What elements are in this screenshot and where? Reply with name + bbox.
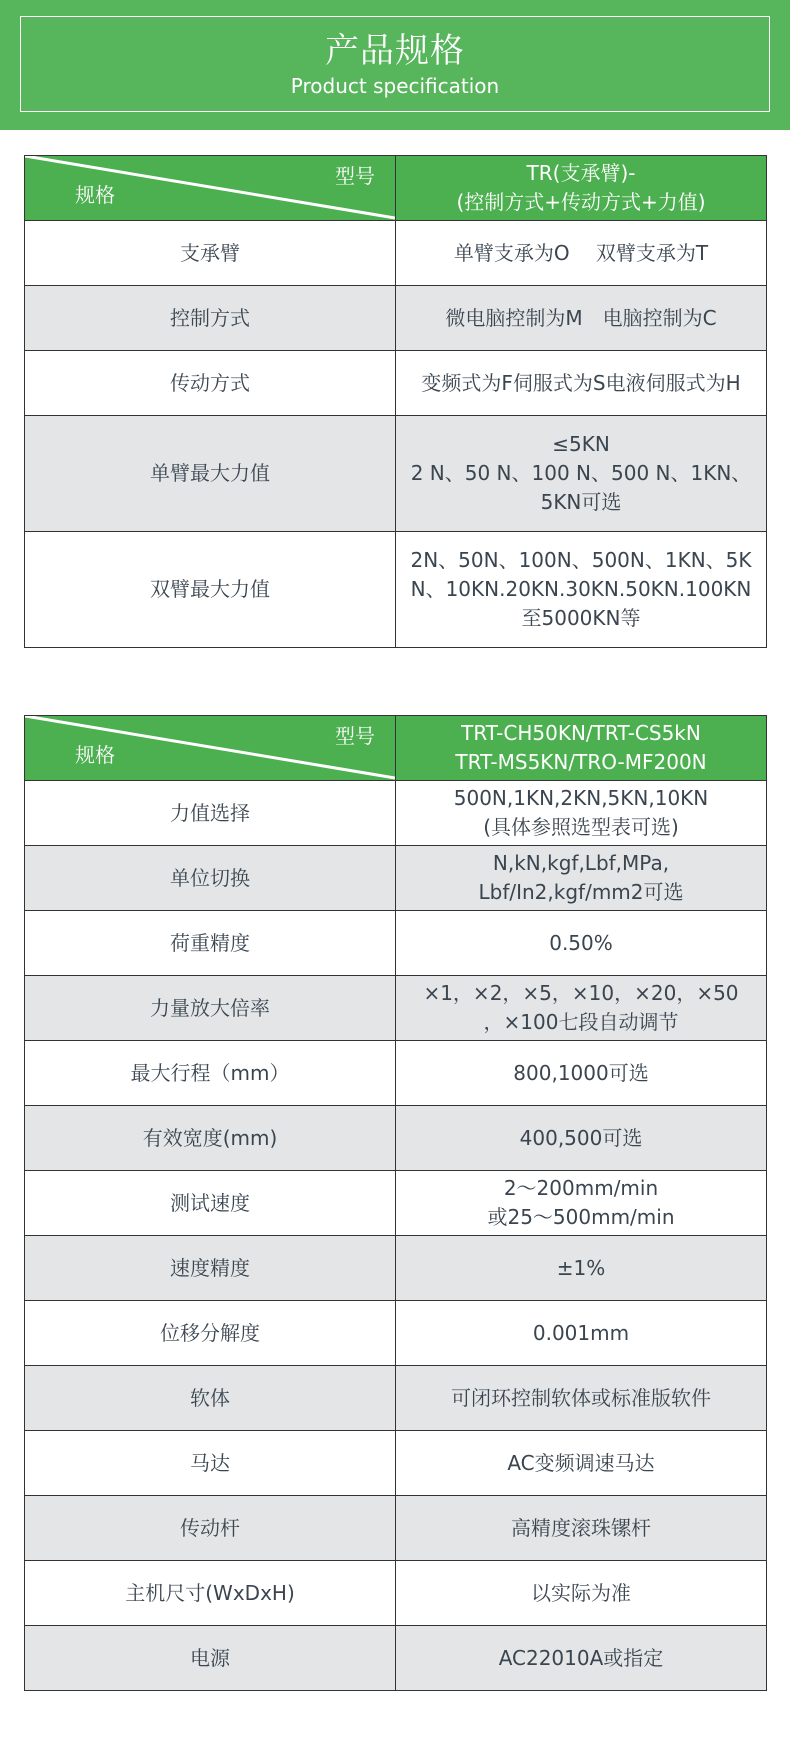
table-row	[25, 1041, 767, 1106]
row-value	[396, 416, 767, 532]
value-line: N,kN,kgf,Lbf,MPa,	[492, 851, 670, 875]
model-label: 型号	[335, 164, 375, 188]
value-line: 2～200mm/min	[503, 1176, 659, 1200]
table-row	[25, 1366, 767, 1431]
banner-frame	[20, 16, 770, 112]
row-label: 控制方式	[25, 286, 396, 351]
row-value	[396, 781, 767, 846]
diagonal-header-cell	[25, 156, 396, 221]
row-label: 主机尺寸(WxDxH)	[25, 1561, 396, 1626]
table-row	[25, 1626, 767, 1691]
value-line: ×1，×2，×5，×10，×20，×50	[423, 981, 739, 1005]
spec-label: 规格	[75, 183, 115, 207]
page-subtitle: Product specification	[290, 74, 500, 98]
row-label: 测试速度	[25, 1171, 396, 1236]
value-line: 2 N、50 N、100 N、500 N、1KN、	[410, 461, 752, 485]
value-line: ，×100七段自动调节	[483, 1010, 679, 1034]
table-row	[25, 1496, 767, 1561]
value-line: 2N、50N、100N、500N、1KN、5K	[410, 548, 752, 572]
page-title: 产品规格	[325, 31, 465, 71]
model-line: (控制方式+传动方式+力值)	[456, 190, 706, 214]
row-value	[396, 846, 767, 911]
row-value: 800,1000可选	[396, 1041, 767, 1106]
diagonal-header-cell	[25, 716, 396, 781]
value-line: 500N,1KN,2KN,5KN,10KN	[453, 786, 709, 810]
value-line: 或25～500mm/min	[487, 1205, 675, 1229]
row-label: 力量放大倍率	[25, 976, 396, 1041]
table-row	[25, 351, 767, 416]
table-row	[25, 976, 767, 1041]
row-value: AC变频调速马达	[396, 1431, 767, 1496]
table-row	[25, 1301, 767, 1366]
row-label: 单臂最大力值	[25, 416, 396, 532]
table-row	[25, 286, 767, 351]
table-row	[25, 846, 767, 911]
row-label: 最大行程（mm）	[25, 1041, 396, 1106]
row-label: 支承臂	[25, 221, 396, 286]
value-line: Lbf/In2,kgf/mm2可选	[478, 880, 684, 904]
table-row	[25, 1236, 767, 1301]
row-value: 以实际为准	[396, 1561, 767, 1626]
model-header-cell	[396, 156, 767, 221]
row-value: 可闭环控制软体或标准版软件	[396, 1366, 767, 1431]
row-value: AC22010A或指定	[396, 1626, 767, 1691]
row-label: 传动方式	[25, 351, 396, 416]
row-label: 速度精度	[25, 1236, 396, 1301]
value-line: (具体参照选型表可选)	[483, 815, 679, 839]
table-row	[25, 221, 767, 286]
row-label: 单位切换	[25, 846, 396, 911]
header-banner	[0, 0, 790, 130]
row-value: 400,500可选	[396, 1106, 767, 1171]
table-row	[25, 1431, 767, 1496]
model-header-cell	[396, 716, 767, 781]
table-row	[25, 781, 767, 846]
row-value: 0.50%	[396, 911, 767, 976]
row-label: 有效宽度(mm)	[25, 1106, 396, 1171]
row-label: 双臂最大力值	[25, 532, 396, 648]
row-label: 传动杆	[25, 1496, 396, 1561]
row-value: 高精度滚珠镙杆	[396, 1496, 767, 1561]
row-value: 0.001mm	[396, 1301, 767, 1366]
row-label: 荷重精度	[25, 911, 396, 976]
value-line: ≤5KN	[552, 432, 610, 456]
table-header-row	[25, 156, 767, 221]
model-line: TRT-CH50KN/TRT-CS5kN	[461, 721, 701, 745]
model-label: 型号	[335, 724, 375, 748]
row-label: 马达	[25, 1431, 396, 1496]
row-label: 位移分解度	[25, 1301, 396, 1366]
table-row	[25, 911, 767, 976]
value-line: 至5000KN等	[521, 606, 641, 630]
table-row	[25, 1561, 767, 1626]
spec-label: 规格	[75, 743, 115, 767]
row-value	[396, 976, 767, 1041]
value-line: N、10KN.20KN.30KN.50KN.100KN	[410, 577, 752, 601]
model-line: TR(支承臂)-	[526, 161, 636, 185]
row-value: 微电脑控制为M 电脑控制为C	[396, 286, 767, 351]
spec-table-trt	[24, 715, 767, 1691]
value-line: 5KN可选	[540, 490, 622, 514]
table-row	[25, 416, 767, 532]
row-label: 力值选择	[25, 781, 396, 846]
row-value: 单臂支承为O 双臂支承为T	[396, 221, 767, 286]
table-row	[25, 1106, 767, 1171]
table-row	[25, 1171, 767, 1236]
model-line: TRT-MS5KN/TRO-MF200N	[455, 750, 707, 774]
spec-table-tr	[24, 155, 767, 648]
row-label: 软体	[25, 1366, 396, 1431]
row-value	[396, 1171, 767, 1236]
row-value	[396, 532, 767, 648]
table-header-row	[25, 716, 767, 781]
row-value: ±1%	[396, 1236, 767, 1301]
row-label: 电源	[25, 1626, 396, 1691]
row-value: 变频式为F伺服式为S电液伺服式为H	[396, 351, 767, 416]
table-row	[25, 532, 767, 648]
